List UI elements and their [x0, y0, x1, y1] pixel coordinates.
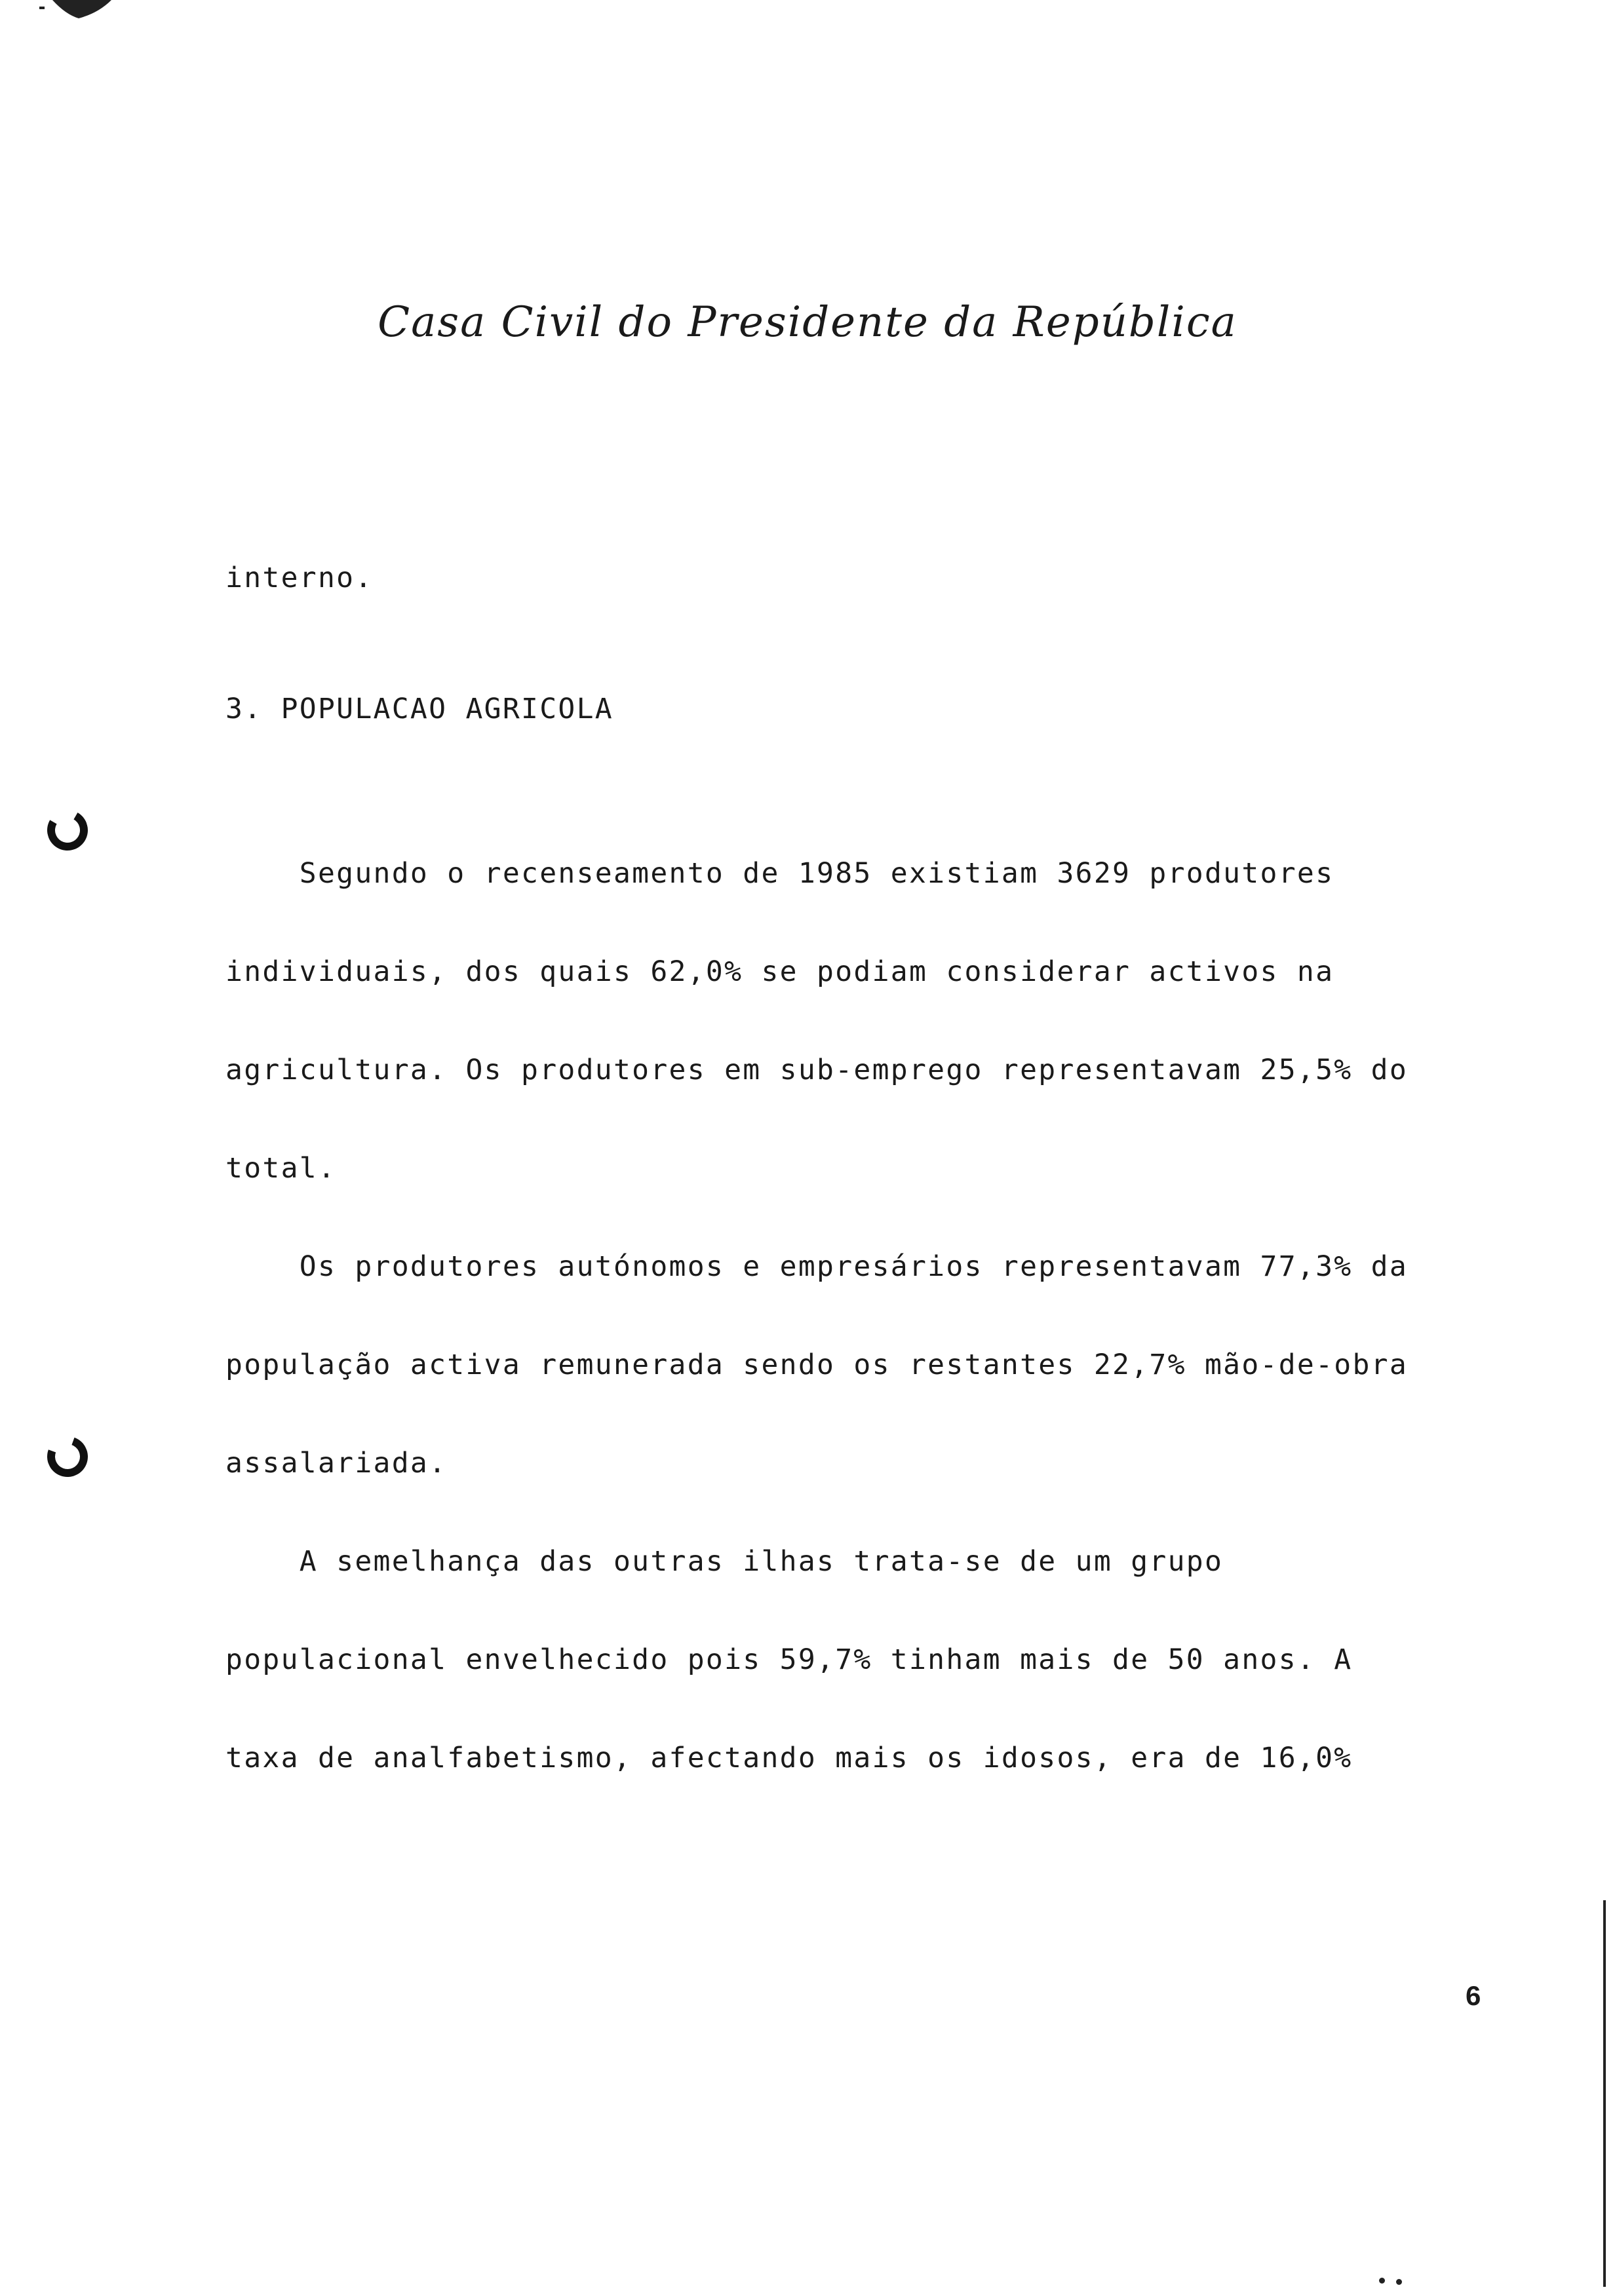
body-line: populacional envelhecido pois 59,7% tinham mais de 50 anos. A [225, 1643, 1353, 1676]
body-line: assalariada. [225, 1447, 448, 1480]
body-line: A semelhança das outras ilhas trata-se de um grupo [225, 1545, 1224, 1578]
body-line: total. [225, 1152, 337, 1185]
body-line: individuais, dos quais 62,0% se podiam considerar activos na [225, 955, 1334, 988]
page-number: 6 [1466, 1980, 1481, 2011]
letterhead: Casa Civil do Presidente da República [378, 298, 1237, 347]
body-line: Segundo o recenseamento de 1985 existiam 3629 produtores [225, 857, 1334, 890]
body-line: população activa remunerada sendo os restantes 22,7% mão-de-obra [225, 1349, 1409, 1381]
section-heading: 3. POPULACAO AGRICOLA [225, 693, 613, 725]
scan-artifact-corner [39, 0, 118, 24]
punch-hole [43, 805, 92, 855]
body-line: agricultura. Os produtores em sub-emprego representavam 25,5% do [225, 1054, 1409, 1086]
body-text [225, 792, 1523, 1840]
carryover-text: interno. [225, 562, 374, 594]
scan-speck [1379, 2278, 1385, 2284]
scan-edge-line [1603, 1900, 1606, 2287]
body-line: taxa de analfabetismo, afectando mais os idosos, era de 16,0% [225, 1742, 1353, 1774]
body-line: Os produtores autónomos e empresários representavam 77,3% da [225, 1250, 1409, 1283]
scan-speck [1396, 2279, 1402, 2285]
punch-hole [41, 1430, 94, 1483]
